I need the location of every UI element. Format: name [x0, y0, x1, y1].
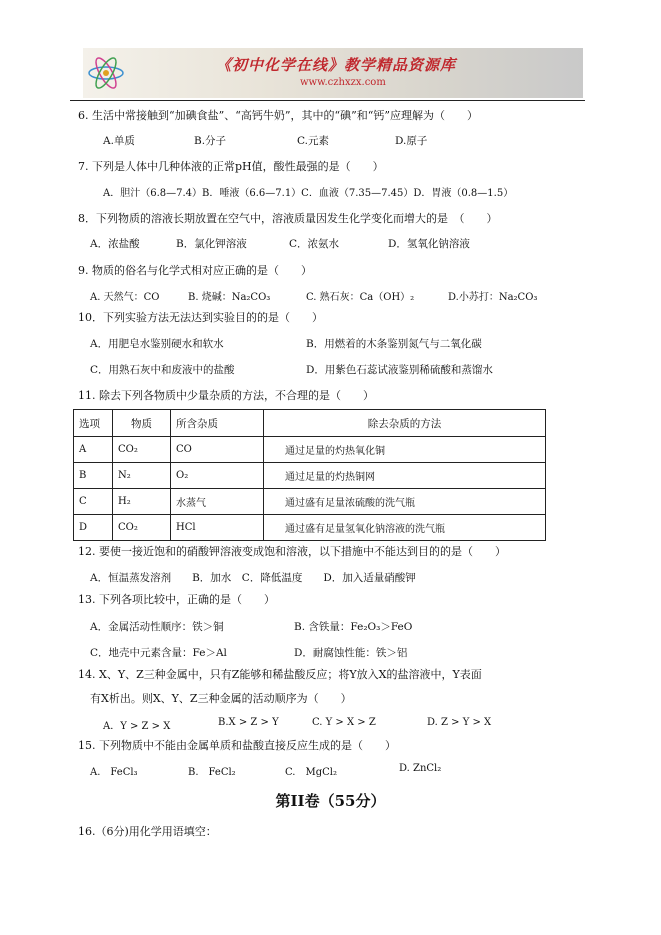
q13-option-a: A．金属活动性顺序：铁＞铜: [90, 621, 224, 633]
table-cell: CO₂: [113, 515, 171, 541]
table-row: [74, 463, 546, 489]
question-11: 11. 除去下列各物质中少量杂质的方法，不合理的是（ ）: [78, 389, 374, 402]
table-header-cell: 除去杂质的方法: [264, 410, 546, 437]
question-13: 13. 下列各项比较中，正确的是（ ）: [78, 593, 275, 606]
table-cell: CO₂: [113, 437, 171, 463]
q10-option-c: C．用熟石灰中和废液中的盐酸: [90, 364, 235, 376]
impurity-table: [73, 409, 546, 541]
table-row: [74, 489, 546, 515]
q14-option-a: A．Y > Z > X: [103, 721, 171, 732]
question-14: 14. X、Y、Z三种金属中，只有Z能够和稀盐酸反应；将Y放入X的盐溶液中，Y表面: [78, 668, 482, 681]
table-row: [74, 437, 546, 463]
q6-option-b: B.分子: [194, 135, 227, 147]
question-16: 16.（6分)用化学用语填空：: [78, 825, 217, 838]
q10-option-d: D．用紫色石蕊试液鉴别稀硫酸和蒸馏水: [306, 364, 493, 376]
table-cell: B: [74, 463, 113, 489]
q13-option-d: D．耐腐蚀性能：铁＞铝: [294, 647, 408, 659]
table-cell: 通过盛有足量氢氧化钠溶液的洗气瓶: [264, 515, 546, 541]
question-14-cont: 有X析出。则X、Y、Z三种金属的活动顺序为（ ）: [90, 692, 352, 705]
table-header-cell: 物质: [113, 410, 171, 437]
question-12: 12. 要使一接近饱和的硝酸钾溶液变成饱和溶液，以下措施中不能达到目的的是（ ）: [78, 545, 506, 558]
question-15: 15. 下列物质中不能由金属单质和盐酸直接反应生成的是（ ）: [78, 739, 396, 752]
q10-option-a: A．用肥皂水鉴别硬水和软水: [90, 338, 224, 350]
table-cell: HCl: [171, 515, 264, 541]
q15-option-c: C. MgCl₂: [285, 767, 337, 778]
q13-option-b: B. 含铁量：Fe₂O₃＞FeO: [294, 621, 413, 633]
q15-option-a: A. FeCl₃: [90, 767, 138, 778]
table-header-cell: 选项: [74, 410, 113, 437]
q8-option-b: B．氯化钾溶液: [176, 238, 247, 250]
q8-option-d: D．氢氧化钠溶液: [388, 238, 470, 250]
q8-option-c: C．浓氨水: [289, 238, 340, 250]
header-title: 《初中化学在线》教学精品资源库: [216, 56, 457, 74]
q8-option-a: A．浓盐酸: [90, 238, 140, 250]
section-title: 第II卷（55分）: [275, 792, 386, 810]
q6-option-a: A.单质: [103, 135, 135, 147]
table-row: [74, 515, 546, 541]
q9-option-d: D.小苏打：Na₂CO₃: [448, 292, 538, 303]
q6-option-c: C.元素: [297, 135, 329, 147]
table-header-row: [74, 410, 546, 437]
table-cell: 水蒸气: [171, 489, 264, 515]
question-10: 10．下列实验方法无法达到实验目的的是（ ）: [78, 311, 323, 324]
q14-option-b: B.X > Z > Y: [218, 717, 279, 728]
table-cell: H₂: [113, 489, 171, 515]
table-cell: D: [74, 515, 113, 541]
q14-option-c: C. Y > X > Z: [312, 717, 376, 728]
question-7: 7. 下列是人体中几种体液的正常pH值，酸性最强的是（ ）: [78, 160, 384, 173]
q15-option-d: D. ZnCl₂: [399, 763, 442, 774]
q13-option-c: C．地壳中元素含量：Fe＞Al: [90, 647, 227, 659]
question-8: 8．下列物质的溶液长期放置在空气中，溶液质量因发生化学变化而增大的是 （ ）: [78, 212, 498, 225]
table-cell: C: [74, 489, 113, 515]
q9-option-a: A. 天然气：CO: [90, 292, 160, 303]
table-cell: N₂: [113, 463, 171, 489]
q9-option-b: B. 烧碱：Na₂CO₃: [188, 292, 271, 303]
q6-option-d: D.原子: [395, 135, 428, 147]
header-url: www.czhxzx.com: [300, 77, 386, 88]
q7-options: A．胆汁（6.8—7.4）B．唾液（6.6—7.1）C．血液（7.35—7.45）D．胃液（0.8—1.5）: [103, 188, 514, 199]
table-cell: O₂: [171, 463, 264, 489]
question-9: 9. 物质的俗名与化学式相对应正确的是（ ）: [78, 264, 312, 277]
table-cell: CO: [171, 437, 264, 463]
q9-option-c: C. 熟石灰：Ca（OH）₂: [306, 292, 415, 303]
table-cell: 通过足量的灼热铜网: [264, 463, 546, 489]
atom-logo-icon: [86, 53, 126, 93]
table-header-cell: 所含杂质: [171, 410, 264, 437]
q14-option-d: D. Z > Y > X: [427, 717, 492, 728]
q15-option-b: B. FeCl₂: [188, 767, 236, 778]
table-cell: 通过足量的灼热氧化铜: [264, 437, 546, 463]
header-divider: [70, 100, 585, 101]
q10-option-b: B．用燃着的木条鉴别氮气与二氧化碳: [306, 338, 482, 350]
q12-options: A．恒温蒸发溶剂 B．加水 C．降低温度 D．加入适量硝酸钾: [90, 572, 416, 584]
table-cell: 通过盛有足量浓硫酸的洗气瓶: [264, 489, 546, 515]
table-cell: A: [74, 437, 113, 463]
question-6: 6. 生活中常接触到“加碘食盐”、“高钙牛奶”，其中的“碘”和“钙”应理解为（ ）: [78, 109, 478, 122]
